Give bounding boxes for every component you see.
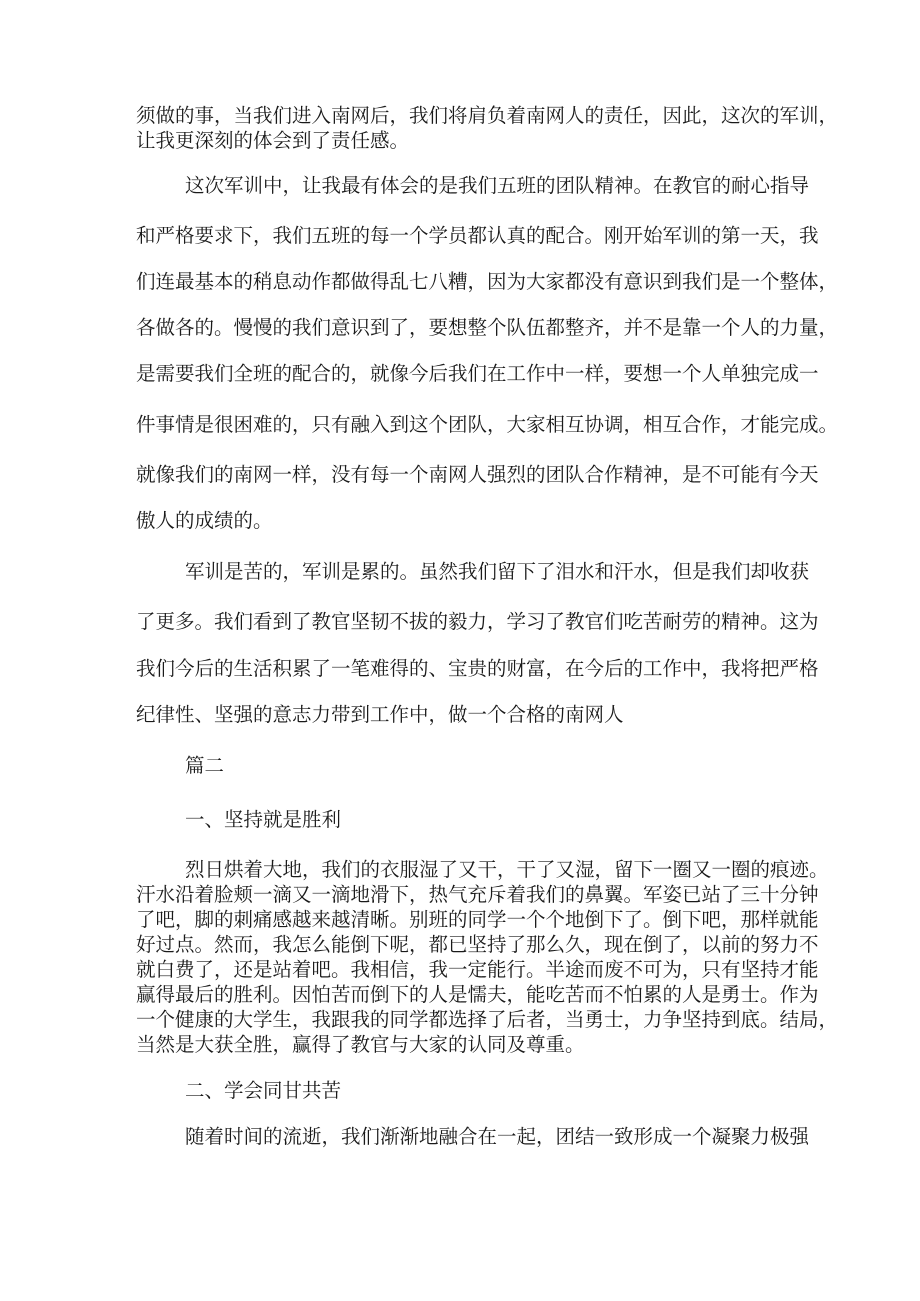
subheading: 二、学会同甘共苦 bbox=[185, 1079, 342, 1102]
text-line: 这次军训中，让我最有体会的是我们五班的团队精神。在教官的耐心指导 bbox=[185, 174, 810, 197]
text-line: 军训是苦的，军训是累的。虽然我们留下了泪水和汗水，但是我们却收获 bbox=[185, 560, 810, 583]
text-line: 们连最基本的稍息动作都做得乱七八糟，因为大家都没有意识到我们是一个整体， bbox=[136, 270, 839, 293]
text-line: 就白费了，还是站着吧。我相信，我一定能行。半途而废不可为，只有坚持才能 bbox=[136, 958, 819, 981]
text-line: 纪律性、坚强的意志力带到工作中，做一个合格的南网人 bbox=[136, 703, 624, 726]
text-line: 随着时间的流逝，我们渐渐地融合在一起，团结一致形成一个凝聚力极强 bbox=[185, 1125, 810, 1148]
text-line: 件事情是很困难的，只有融入到这个团队，大家相互协调，相互合作，才能完成。 bbox=[136, 413, 839, 436]
text-line: 赢得最后的胜利。因怕苦而倒下的人是懦夫，能吃苦而不怕累的人是勇士。作为 bbox=[136, 983, 819, 1006]
text-line: 各做各的。慢慢的我们意识到了，要想整个队伍都整齐，并不是靠一个人的力量， bbox=[136, 316, 839, 339]
text-line: 和严格要求下，我们五班的每一个学员都认真的配合。刚开始军训的第一天，我 bbox=[136, 224, 819, 247]
text-line: 须做的事，当我们进入南网后，我们将肩负着南网人的责任，因此，这次的军训， bbox=[136, 104, 839, 127]
text-line: 烈日烘着大地，我们的衣服湿了又干，干了又湿，留下一圈又一圈的痕迹。 bbox=[185, 858, 829, 881]
text-line: 汗水沿着脸颊一滴又一滴地滑下，热气充斥着我们的鼻翼。军姿已站了三十分钟 bbox=[136, 883, 819, 906]
text-line: 傲人的成绩的。 bbox=[136, 509, 273, 532]
text-line: 当然是大获全胜，赢得了教官与大家的认同及尊重。 bbox=[136, 1033, 585, 1056]
text-line: 了吧，脚的刺痛感越来越清晰。别班的同学一个个地倒下了。倒下吧，那样就能 bbox=[136, 908, 819, 931]
text-line: 让我更深刻的体会到了责任感。 bbox=[136, 129, 410, 152]
text-line: 好过点。然而，我怎么能倒下呢，都已坚持了那么久，现在倒了，以前的努力不 bbox=[136, 933, 819, 956]
text-line: 是需要我们全班的配合的，就像今后我们在工作中一样，要想一个人单独完成一 bbox=[136, 362, 819, 385]
text-line: 一个健康的大学生，我跟我的同学都选择了后者，当勇士，力争坚持到底。结局， bbox=[136, 1008, 839, 1031]
text-line: 就像我们的南网一样，没有每一个南网人强烈的团队合作精神，是不可能有今天 bbox=[136, 463, 819, 486]
section-heading: 篇二 bbox=[185, 754, 225, 777]
text-line: 了更多。我们看到了教官坚韧不拔的毅力，学习了教官们吃苦耐劳的精神。这为 bbox=[136, 610, 819, 633]
subheading: 一、坚持就是胜利 bbox=[185, 808, 342, 831]
text-line: 我们今后的生活积累了一笔难得的、宝贵的财富，在今后的工作中，我将把严格 bbox=[136, 657, 819, 680]
